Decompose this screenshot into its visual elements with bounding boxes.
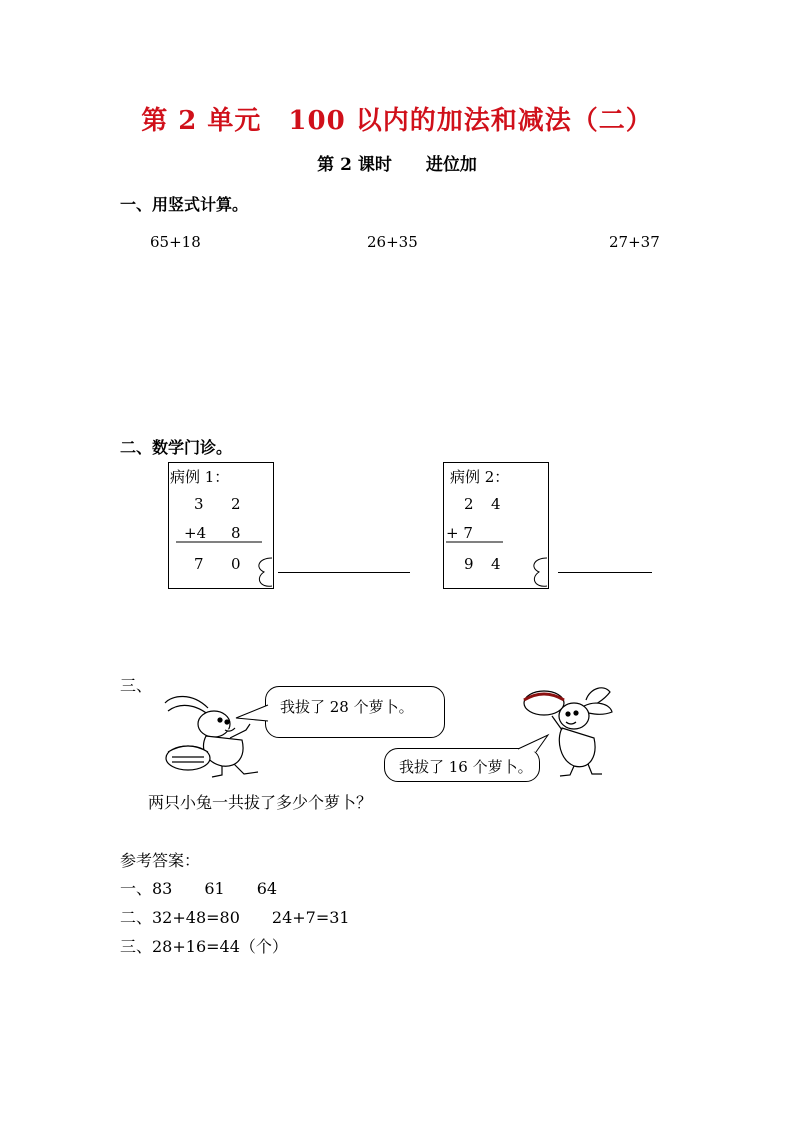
problem-3: 27+37	[609, 233, 660, 251]
answers-line-2: 二、32+48=80 24+7=31	[120, 908, 350, 927]
bubble-1-text: 我拔了 28 个萝卜。	[280, 698, 414, 716]
section-2-heading: 二、数学门诊。	[120, 438, 233, 457]
answers-heading: 参考答案：	[120, 851, 201, 870]
case-1-label: 病例 1：	[170, 468, 230, 486]
case-2-r3-tens: 9	[464, 555, 474, 573]
case-2-r2: + 7	[446, 524, 473, 542]
lesson-subtitle: 第 2 课时 进位加	[317, 155, 477, 175]
case-1-answer-line[interactable]	[278, 572, 410, 573]
case-2-r1-ones: 4	[491, 495, 501, 513]
answers-line-1: 一、83 61 64	[120, 879, 278, 898]
bubble-1-tail	[236, 705, 268, 721]
bubble-2-text: 我拔了 16 个萝卜。	[399, 758, 533, 776]
section-1-heading: 一、用竖式计算。	[120, 195, 249, 214]
case-2-r3-ones: 4	[491, 555, 501, 573]
section-3-question: 两只小兔一共拔了多少个萝卜？	[148, 793, 373, 812]
page-title: 第 2 单元 100 以内的加法和减法（二）	[141, 106, 653, 136]
case-1-r1-ones: 2	[231, 495, 241, 513]
case-1-r3-ones: 0	[231, 555, 241, 573]
speech-bubble-2	[384, 748, 540, 782]
case-1-r1-tens: 3	[194, 495, 204, 513]
rabbit-left-icon	[165, 696, 258, 777]
case-1-r3-tens: 7	[194, 555, 204, 573]
case-2-answer-line[interactable]	[558, 572, 652, 573]
speech-bubble-1	[265, 686, 445, 738]
problem-2: 26+35	[367, 233, 418, 251]
case-1-r2-ones: 8	[231, 524, 241, 542]
problem-1: 65+18	[150, 233, 201, 251]
case-2-label: 病例 2：	[450, 468, 510, 486]
section-3-heading: 三、	[120, 676, 153, 695]
case-1-r2-tens: +4	[184, 524, 207, 542]
answers-line-3: 三、28+16=44（个）	[120, 937, 288, 956]
case-2-r1-tens: 2	[464, 495, 474, 513]
